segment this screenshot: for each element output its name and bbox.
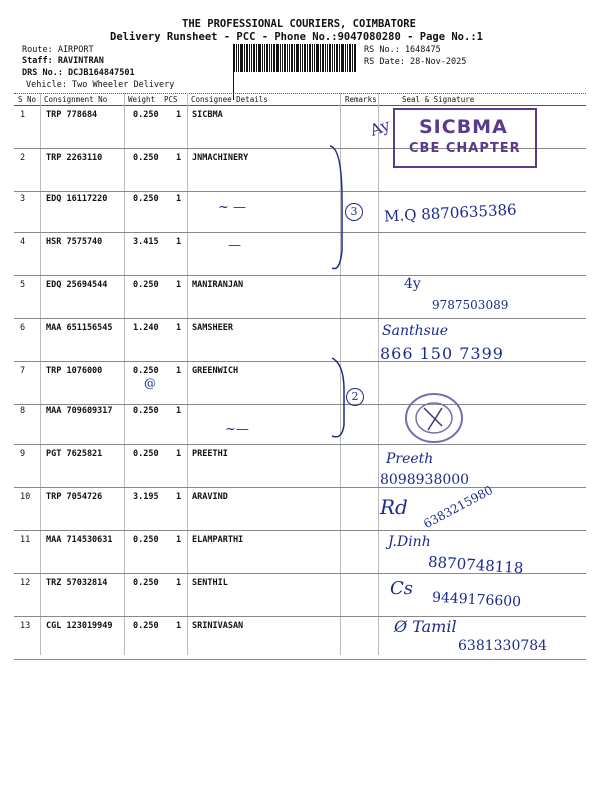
cell-weight: 0.250	[133, 406, 159, 416]
cell-consignee: MANIRANJAN	[192, 280, 244, 290]
vehicle-label: Vehicle: Two Wheeler Delivery	[26, 80, 175, 90]
signature-row-5b: 9787503089	[432, 298, 509, 312]
row-divider	[14, 318, 586, 319]
signature-row-12: 9449176600	[431, 589, 522, 611]
cell-consignment: PGT 7625821	[46, 449, 103, 459]
cell-consignee: GREENWICH	[192, 366, 239, 376]
barcode-image	[233, 44, 358, 72]
route-label: Route: AIRPORT	[22, 45, 94, 55]
cell-sno: 3	[20, 194, 26, 204]
cell-consignment: TRP 2263110	[46, 153, 103, 163]
signature-row-10: 6383215980	[421, 482, 496, 532]
cell-pcs: 1	[176, 578, 182, 588]
cell-consignment: EDQ 25694544	[46, 280, 108, 290]
cell-weight: 0.250	[133, 110, 159, 120]
cell-sno: 6	[20, 323, 26, 333]
cell-sno: 8	[20, 406, 26, 416]
cell-weight: 1.240	[133, 323, 159, 333]
cell-consignment: HSR 7575740	[46, 237, 103, 247]
col-pcs: PCS	[164, 95, 178, 104]
row-divider	[14, 191, 586, 192]
cell-pcs: 1	[176, 280, 182, 290]
cell-consignment: CGL 123019949	[46, 621, 113, 631]
cell-sno: 13	[20, 621, 31, 631]
signature-row-13: 6381330784	[458, 638, 548, 654]
col-weight: Weight	[128, 95, 156, 104]
cell-weight: 0.250	[133, 621, 159, 631]
cell-consignee: SICBMA	[192, 110, 223, 120]
cell-consignee: PREETHI	[192, 449, 228, 459]
cell-weight: 3.415	[133, 237, 159, 247]
signature-row-5a: 4y	[404, 276, 421, 292]
remark-circle-2: 2	[346, 388, 364, 406]
cell-sno: 10	[20, 492, 31, 502]
row-divider	[14, 616, 586, 617]
cell-consignee: ARAVIND	[192, 492, 228, 502]
cell-consignment: TRP 7054726	[46, 492, 103, 502]
stamp-initials: Ay	[367, 115, 393, 140]
cell-pcs: 1	[176, 153, 182, 163]
row-divider	[14, 232, 586, 233]
signature-row-6a: Santhsue	[382, 323, 449, 339]
col-seal: Seal & Signature	[402, 95, 475, 104]
cell-pcs: 1	[176, 323, 182, 333]
row-divider	[14, 659, 586, 660]
cell-weight: 0.250	[133, 194, 159, 204]
cell-weight: 0.250	[133, 153, 159, 163]
signature-row-11: 8870748118	[427, 552, 524, 578]
staff-label: Staff: RAVINTRAN	[22, 56, 104, 66]
row-divider	[14, 530, 586, 531]
cell-consignee: SENTHIL	[192, 578, 228, 588]
cell-consignment: TRP 1076000	[46, 366, 103, 376]
cell-pcs: 1	[176, 237, 182, 247]
cell-weight: 0.250	[133, 280, 159, 290]
cell-consignee: SRINIVASAN	[192, 621, 244, 631]
cell-consignment: MAA 714530631	[46, 535, 113, 545]
cell-pcs: 1	[176, 535, 182, 545]
consignee-mark-3: ~ —	[218, 200, 247, 215]
cell-weight: 0.250	[133, 535, 159, 545]
stamp-line2: CBE CHAPTER	[409, 141, 521, 156]
row-divider	[14, 487, 586, 488]
cell-pcs: 1	[176, 621, 182, 631]
row-divider	[14, 444, 586, 445]
consignee-mark-8: ~—	[225, 422, 249, 437]
cell-pcs: 1	[176, 366, 182, 376]
cell-pcs: 1	[176, 492, 182, 502]
cell-pcs: 1	[176, 449, 182, 459]
signature-row-13-scribble: Ø Tamil	[394, 617, 457, 636]
round-seal-icon	[402, 390, 468, 446]
runsheet-subtitle: Delivery Runsheet - PCC - Phone No.:9047080280 - Page No.:1	[110, 31, 483, 43]
cell-consignee: JNMACHINERY	[192, 153, 249, 163]
cell-consignment: MAA 651156545	[46, 323, 113, 333]
col-sno: S No	[18, 95, 37, 104]
rs-date: RS Date: 28-Nov-2025	[364, 57, 467, 67]
cell-weight: 0.250	[133, 578, 159, 588]
company-title: THE PROFESSIONAL COURIERS, COIMBATORE	[182, 18, 416, 30]
cell-consignment: TRP 778684	[46, 110, 98, 120]
cell-consignment: MAA 709609317	[46, 406, 113, 416]
consignee-mark-4: —	[228, 238, 241, 253]
signature-row-10-scribble: Rd	[380, 495, 408, 519]
rs-number: RS No.: 1648475	[364, 45, 441, 55]
cell-weight: 0.250	[133, 366, 159, 376]
cell-sno: 11	[20, 535, 31, 545]
signature-row-12-scribble: Cs	[390, 578, 414, 599]
cell-pcs: 1	[176, 406, 182, 416]
signature-row-3: M.Q 8870635386	[383, 200, 518, 226]
cell-weight: 3.195	[133, 492, 159, 502]
cell-consignment: EDQ 16117220	[46, 194, 108, 204]
cell-sno: 1	[20, 110, 26, 120]
row-divider	[14, 275, 586, 276]
signature-row-6b: 866 150 7399	[380, 344, 504, 363]
cell-weight: 0.250	[133, 449, 159, 459]
stamp-line1: SICBMA	[419, 116, 508, 138]
cell-consignee: ELAMPARTHI	[192, 535, 244, 545]
cell-consignment: TRZ 57032814	[46, 578, 108, 588]
cell-pcs: 1	[176, 110, 182, 120]
drs-number: DRS No.: DCJB164847501	[22, 68, 135, 78]
chapter-stamp	[393, 108, 537, 168]
weight-mark-7: @	[144, 376, 156, 390]
cell-sno: 12	[20, 578, 31, 588]
col-consignee: Consignee Details	[191, 95, 268, 104]
col-remarks: Remarks	[345, 95, 377, 104]
signature-row-9b: 8098938000	[380, 472, 470, 488]
signature-row-9a: Preeth	[386, 451, 434, 467]
cell-sno: 2	[20, 153, 26, 163]
cell-sno: 4	[20, 237, 26, 247]
cell-consignee: SAMSHEER	[192, 323, 233, 333]
cell-sno: 9	[20, 449, 26, 459]
remark-circle-3: 3	[345, 203, 363, 221]
cell-pcs: 1	[176, 194, 182, 204]
cell-sno: 5	[20, 280, 26, 290]
cell-sno: 7	[20, 366, 26, 376]
col-consignment: Consignment No	[44, 95, 108, 104]
signature-row-11-scribble: J.Dinh	[388, 534, 431, 550]
row-divider	[14, 404, 586, 405]
